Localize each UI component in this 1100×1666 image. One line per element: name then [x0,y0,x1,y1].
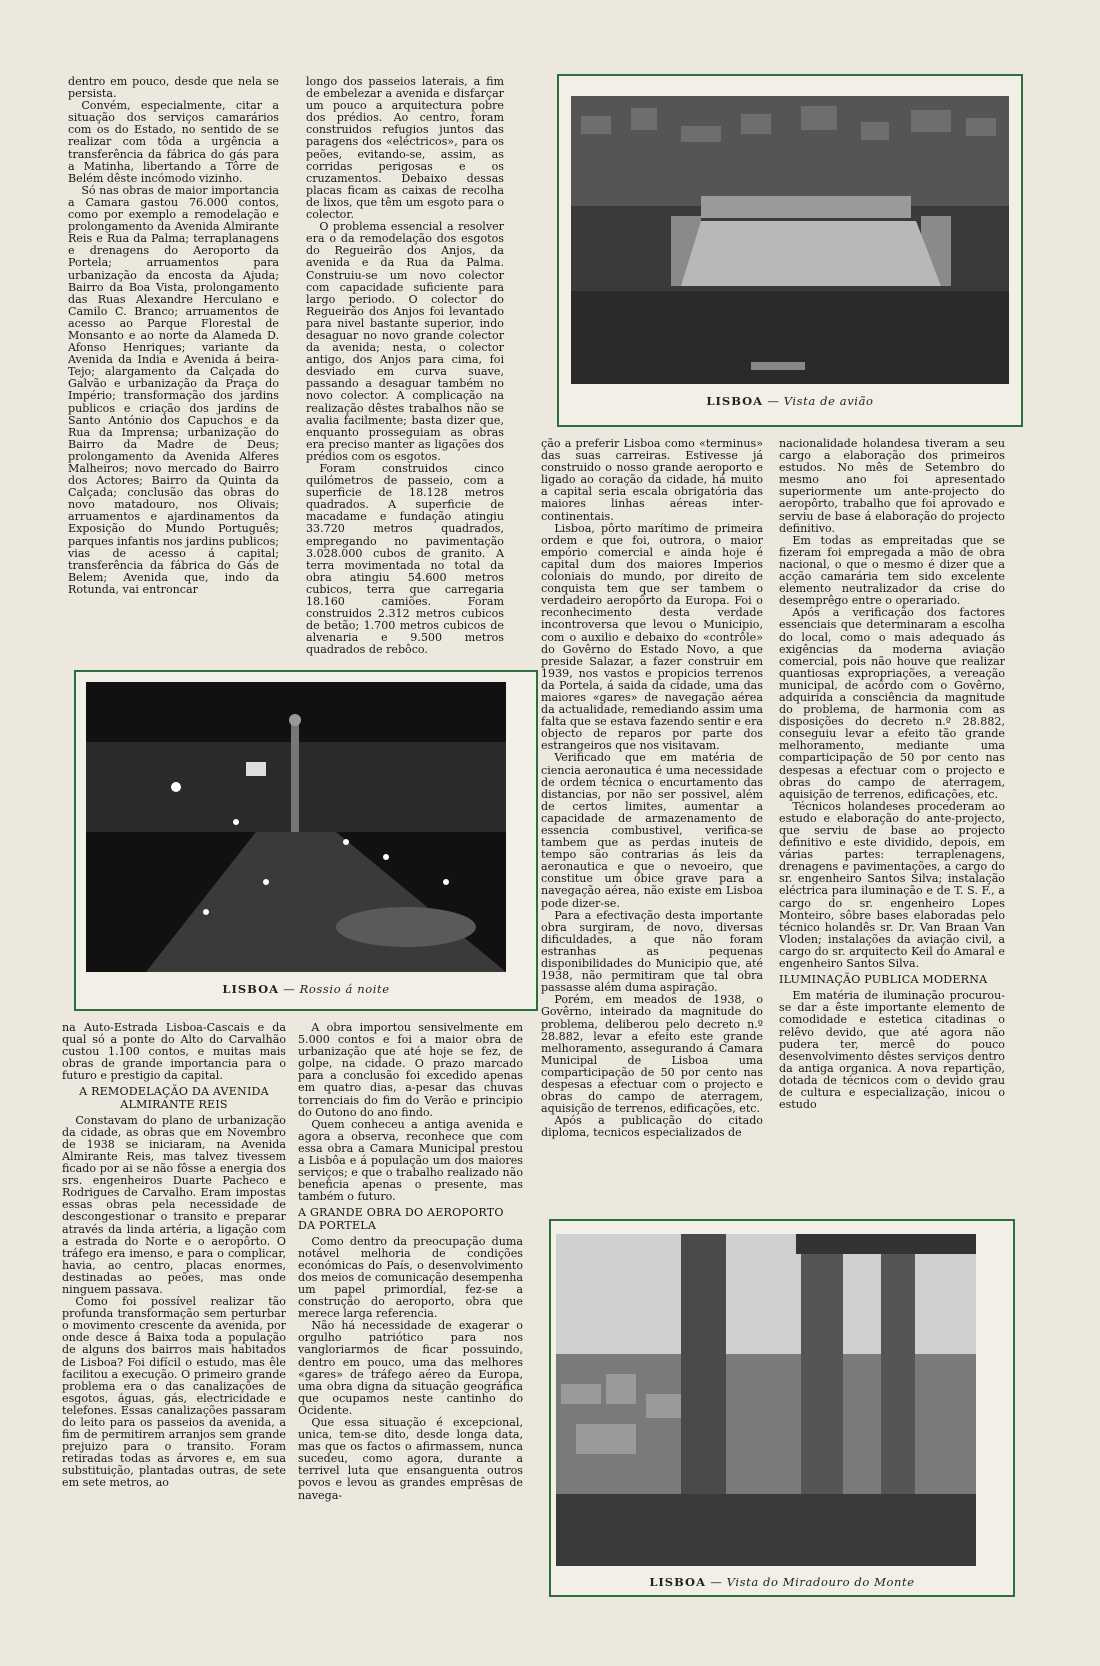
paragraph: Lisboa, pôrto marítimo de primeira ordem e que foi, outrora, o maior empório comercial e ainda hoje é capital dum dos maiores Imperios coloniais do mundo, por direito de conquista tem que ser tambem o verdadeiro aeropôrto da Europa. Foi o reconhecimento desta verdade incontroversa que levou o Municipio, com o auxilio e debaixo do «contrôle» do Govêrno do Estado Novo, a que preside Salazar, a fazer construir em 1939, nos vastos e propicios terrenos da Portela, á saida da cidade, uma das maiores «gares» de navegação aérea da actualidade, remediando assim uma falta que se estava fazendo sentir e era objecto de reparos por parte dos estrangeiros que nos visitavam. [541,521,763,753]
paragraph: dentro em pouco, desde que nela se persista. [68,76,279,101]
paragraph: Técnicos holandeses procederam ao estudo e elaboração do ante-projecto, que serviu de base ao projecto definitivo e este dividido, depois, em várias partes: terraplenagens, drenagens e pavimentações, a cargo do sr. engenheiro Santos Silva; instalação eléctrica para iluminação e de T. S. F., a cargo do sr. engenheiro Lopes Monteiro, sôbre bases elaboradas pelo técnico holandês sr. Dr. Van Braan Van Vloden; instalações da aviação civil, a cargo do sr. arquitecto Keil do Amaral e engenheiro Santos Silva. [779,799,1005,971]
section-heading: A REMODELAÇÃO DA AVENIDA ALMIRANTE REIS [79,1085,269,1111]
section-heading: A GRANDE OBRA DO AEROPORTO DA PORTELA [298,1206,504,1232]
paragraph: ção a preferir Lisboa como «terminus» das suas carreiras. Estivesse já construido o nosso grande aeroporto e ligado ao coração da cidade, há muito a capital seria escala obrigatória das maiores linhas aéreas inter-continentais. [541,438,763,523]
paragraph: Convém, especialmente, citar a situação dos serviços camarários com os do Estado, no sentido de se realizar com tôda a urgência a transferência da fábrica do gás para a Matinha, libertando a Tôrre de Belém dêste incómodo vizinho. [68,99,279,185]
paragraph: Após a publicação do citado diploma, tecnicos especializados de [541,1114,763,1140]
paragraph: longo dos passeios laterais, a fim de embelezar a avenida e disfarçar um pouco a arquitectura pobre dos prédios. Ao centro, foram construidos refugios juntos das paragens dos «eléctricos», para os peões, evitando-se, assim, as corridas perigosas e os cruzamentos. Debaixo dessas placas ficam as caixas de recolha de lixos, que têm um esgoto para o colector. [306,76,504,222]
paragraph: Quem conheceu a antiga avenida e agora a observa, reconhece que com essa obra a Camara Municipal prestou a Lisbôa e á população um dos maiores serviços; e que o trabalho realizado não beneficia apenas o presente, mas também o futuro. [298,1117,523,1204]
paragraph: A obra importou sensivelmente em 5.000 contos e foi a maior obra de urbanização que até hoje se fez, de golpe, na cidade. O prazo marcado para a conclusão foi excedido apenas em quatro dias, a-pesar das chuvas torrenciais do fim do Verão e principio do Outono do ano findo. [298,1022,523,1119]
paragraph: Após a verificação dos factores essenciais que determinaram a escolha do local, como o mais adequado ás exigências da moderna aviação comercial, pois não houve que realizar quantiosas expropriações, a vereação municipal, de acôrdo com o Govêrno, adquirida a consciência da magnitude do problema, de harmonia com as disposições do decreto n.º 28.882, conseguiu levar a efeito tão grande melhoramento, mediante uma comparticipação de 50 por cento nas despesas a efectuar com o projecto e obras do campo de aterragem, aquisição de terrenos, edificações, etc. [779,606,1005,801]
text-column-1-bottom [62,1022,286,1588]
text-column-4 [779,438,1005,1236]
caption-title: Rossio á noite [299,982,390,996]
paragraph: Verificado que em matéria de ciencia aeronautica é uma necessidade de ordem técnica o encurtamento das distancias, por não ser possivel, além de certos limites, aumentar a capacidade de armazenamento de essencia combustivel, verifica-se tambem que as perdas inuteis de tempo são contrarias ás leis da aeronautica e que o nevoeiro, que constitue um óbice grave para a navegação aérea, não existe em Lisboa pode dizer-se. [541,751,763,910]
figure-caption: LISBOA — Rossio á noite [222,982,390,996]
text-column-1-top [68,76,279,678]
paragraph: Para a efectivação desta importante obra surgiram, de novo, diversas dificuldades, a que não foram estranhas as pequenas disponibilidades do Municipio que, até 1938, não permitiram que tal obra passasse além duma aspiração. [541,908,763,995]
paragraph: nacionalidade holandesa tiveram a seu cargo a elaboração dos primeiros estudos. No mês de Setembro do mesmo ano foi apresentado superiormente um ante-projecto do aeropôrto, trabalho que foi aprovado e serviu de base á elaboração do projecto definitivo. [779,438,1005,535]
paragraph: Como dentro da preocupação duma notável melhoria de condições económicas do País, o desenvolvimento dos meios de comunicação desempenha um papel primordial, fez-se a construção do aeroporto, obra que merece larga referencia. [298,1234,523,1321]
figure-miradouro-view [549,1219,1015,1597]
text-column-3 [541,438,763,1236]
caption-title: Vista do Miradouro do Monte [726,1575,915,1589]
paragraph: O problema essencial a resolver era o da remodelação dos esgotos do Regueirão dos Anjos, da avenida e da Rua da Palma. Construiu-se um novo colector com capacidade suficiente para largo periodo. O colector do Regueirão dos Anjos foi levantado para nivel bastante superior, indo desaguar no novo grande colector da avenida; nesta, o colector antigo, dos Anjos para cima, foi desviado em curva suave, passando a desaguar também no novo colector. A complicação na realização dêstes trabalhos não se avalia facilmente; basta dizer que, enquanto prosseguiam as obras era preciso manter as ligações dos prédios com os esgotos. [306,220,504,463]
paragraph: Em matéria de iluminação procurou-se dar a êste importante elemento de comodidade e estetica citadinas o relêvo devido, que até agora não pudera ter, mercê do pouco desenvolvimento dêstes serviços dentro da antiga organica. A nova repartição, dotada de técnicos com o devido grau de cultura e especialização, inicou o estudo [779,989,1005,1112]
miradouro-photo [556,1234,976,1566]
figure-caption: LISBOA — Vista do Miradouro do Monte [649,1575,915,1589]
caption-place: LISBOA [649,1575,706,1589]
aerial-photo [571,96,1009,384]
paragraph: Constavam do plano de urbanização da cidade, as obras que em Novembro de 1938 se iniciaram, na Avenida Almirante Reis, mas talvez tivessem ficado por ai se não fôsse a energia dos srs. engenheiros Duarte Pacheco e Rodrigues de Carvalho. Eram impostas essas obras pela necessidade de descongestionar o transito e preparar através da linda artéria, a ligação com a estrada do Norte e o aeropôrto. O tráfego era imenso, e para o complicar, havia, ao centro, placas enormes, destinadas ao peões, mas onde ninguem passava. [62,1113,286,1296]
paragraph: Só nas obras de maior importancia a Camara gastou 76.000 contos, como por exemplo a remodelação e prolongamento da Avenida Almirante Reis e Rua da Palma; terraplanagens e drenagens do Aeroporto da Portela; arruamentos para urbanização da encosta da Ajuda; Bairro da Boa Vista, prolongamento das Ruas Alexandre Herculano e Camilo C. Branco; arruamentos de acesso ao Parque Florestal de Monsanto e ao norte da Alameda D. Afonso Henriques; variante da Avenida da India e Avenida á beira-Tejo; alargamento da Calçada do Galvão e urbanização da Praça do Império; transformação dos jardins publicos e criação dos jardins de Santo António dos Capuchos e da Rua da Imprensa; urbanização do Bairro da Madre de Deus; prolongamento da Avenida Alferes Malheiros; novo mercado do Bairro dos Actores; Bairro da Quinta da Calçada; conclusão das obras do novo matadouro, nos Olivais; arruamentos e ajardinamentos da Exposição do Mundo Português; parques infantis nos jardins publicos; vias de acesso á capital; transferência da fábrica do Gás de Belem; Avenida que, indo da Rotunda, vai entroncar [68,183,279,596]
section-heading: ILUMINAÇÃO PUBLICA MODERNA [779,973,988,987]
text-column-2-top [306,76,504,678]
text-column-2-bottom [298,1022,523,1588]
paragraph: Como foi possível realizar tão profunda transformação sem perturbar o movimento crescente da avenida, por onde desce á Baixa toda a população de alguns dos bairros mais habitados de Lisboa? Foi difícil o estudo, mas êle facilitou a execução. O primeiro grande problema era o das canalizações de esgotos, águas, gás, electricidade e telefones. Essas canalizações passaram do leito para os passeios da avenida, a fim de permitirem arranjos sem grande prejuizo para o transito. Foram retiradas todas as árvores e, em sua substituição, plantadas outras, de sete em sete metros, ao [62,1295,286,1490]
caption-place: LISBOA [706,394,764,408]
paragraph: na Auto-Estrada Lisboa-Cascais e da qual só a ponte do Alto do Carvalhão custou 1.100 contos, e muitas mais obras de grande importancia para o futuro e prestigio da capital. [62,1022,286,1083]
figure-caption: LISBOA — Vista de avião [706,394,874,408]
paragraph: Em todas as empreitadas que se fizeram foi empregada a mão de obra nacional, o que o mesmo é dizer que a acção camarária tem sido excelente elemento neutralizador da crise do desemprêgo entre o operariado. [779,533,1005,608]
figure-rossio-night [74,670,538,1011]
paragraph: Que essa situação é excepcional, unica, tem-se dito, desde longa data, mas que os factos o afirmassem, nunca sucedeu, como agora, durante a terrivel luta que ensanguenta outros povos e levou as grandes emprêsas de navega- [298,1416,523,1502]
caption-place: LISBOA [222,982,280,996]
night-photo [86,682,506,972]
paragraph: Foram construidos cinco quilómetros de passeio, com a superficie de 18.128 metros quadrados. A superficie de macadame e fundação atingiu 33.720 metros quadrados, empregando no pavimentação 3.028.000 cubos de granito. A terra movimentada no total da obra atingiu 54.600 metros cubicos, terra que carregaria 18.160 camiões. Foram construidos 2.312 metros cubicos de betão; 1.700 metros cubicos de alvenaria e 9.500 metros quadrados de rebôco. [306,462,504,657]
caption-title: Vista de avião [783,394,874,408]
paragraph: Não há necessidade de exagerar o orgulho patriótico para nos vangloriarmos de ficar possuindo, dentro em pouco, uma das melhores «gares» de tráfego aéreo da Europa, uma obra digna da situação geográfica que ocupamos neste cantinho do Ocidente. [298,1319,523,1417]
figure-aerial-view [557,74,1023,427]
paragraph: Porém, em meados de 1938, o Govêrno, inteirado da magnitude do problema, deliberou pelo decreto n.º 28.882, levar a efeito este grande melhoramento, assegurando á Camara Municipal de Lisboa uma comparticipação de 50 por cento nas despesas a efectuar com o projecto e obras do campo de aterragem, aquisição de terrenos, edificações, etc. [541,993,763,1116]
